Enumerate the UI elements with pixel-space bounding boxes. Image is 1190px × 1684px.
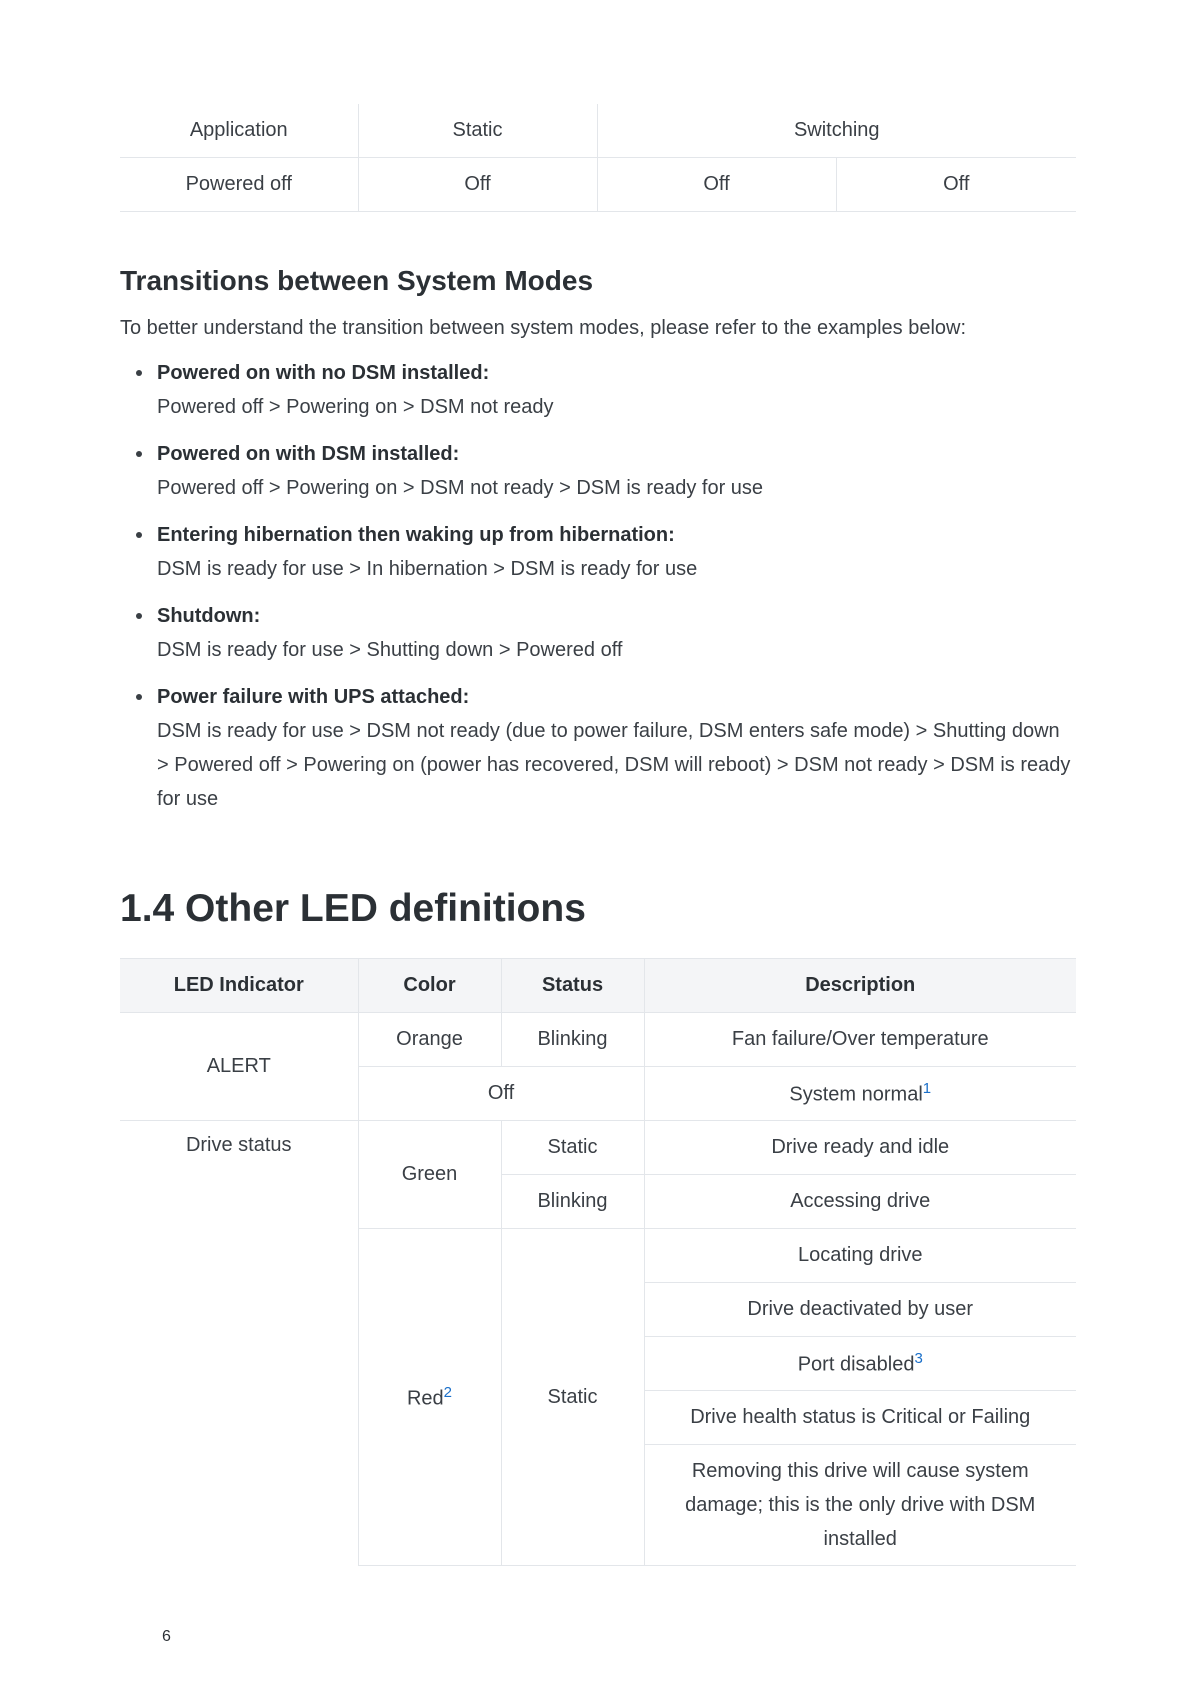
column-header: LED Indicator — [120, 959, 358, 1013]
page-number: 6 — [162, 1628, 171, 1645]
table-row — [120, 1121, 1076, 1175]
section-heading: 1.4 Other LED definitions — [120, 887, 586, 930]
list-item-flow: Powered off > Powering on > DSM not ready > DSM is ready for use — [157, 477, 764, 499]
table-header-row — [120, 959, 1076, 1013]
table-cell: Drive status — [185, 1134, 292, 1156]
table-cell: Drive deactivated by user — [644, 1283, 1076, 1337]
list-item-title: Entering hibernation then waking up from hibernation: — [157, 524, 675, 546]
table-cell: Removing this drive will cause system damage; this is the only drive with DSM installed — [644, 1445, 1076, 1566]
transitions-list — [120, 356, 1076, 816]
system-mode-table — [120, 104, 1076, 212]
list-item-flow: DSM is ready for use > Shutting down > Powered off — [157, 639, 623, 661]
table-cell: Application — [120, 104, 358, 158]
table-row — [120, 158, 1076, 212]
list-item-flow: Powered off > Powering on > DSM not ready — [157, 396, 554, 418]
table-cell: Off — [358, 1067, 644, 1121]
transitions-intro: To better understand the transition between system modes, please refer to the examples below: — [120, 317, 967, 339]
list-item-title: Shutdown: — [157, 605, 261, 627]
list-item — [120, 437, 1076, 505]
bullet-icon — [136, 370, 142, 376]
table-cell: Orange — [358, 1013, 501, 1067]
bullet-icon — [136, 694, 142, 700]
page-content — [120, 104, 1076, 1566]
list-item — [120, 680, 1076, 816]
list-item-title: Powered on with DSM installed: — [157, 443, 460, 465]
footnote-link[interactable]: 1 — [922, 1080, 932, 1098]
table-cell: Static — [358, 104, 597, 158]
table-cell: Static — [501, 1121, 644, 1175]
table-cell: Blinking — [501, 1175, 644, 1229]
list-item-flow: DSM is ready for use > DSM not ready (due to power failure, DSM enters safe mode) > Shutting down > Powered off > Powering on (power has recovered, DSM will reboot) > DSM not ready > DSM is ready for use — [157, 720, 1071, 810]
table-cell: Off — [358, 158, 597, 212]
bullet-icon — [136, 613, 142, 619]
table-cell: Powered off — [120, 158, 358, 212]
table-cell: Drive health status is Critical or Failing — [644, 1391, 1076, 1445]
list-item-title: Powered on with no DSM installed: — [157, 362, 490, 384]
description-text: Port disabled — [797, 1353, 915, 1376]
table-cell — [644, 1067, 1076, 1121]
color-text: Red — [406, 1387, 444, 1410]
column-header: Description — [644, 959, 1076, 1013]
table-cell: Locating drive — [644, 1229, 1076, 1283]
bullet-icon — [136, 532, 142, 538]
footnote-link[interactable]: 2 — [443, 1383, 453, 1401]
table-cell: Switching — [597, 104, 1076, 158]
description-text: System normal — [789, 1083, 923, 1106]
table-cell: Off — [836, 158, 1076, 212]
list-item — [120, 518, 1076, 586]
list-item-flow: DSM is ready for use > In hibernation > DSM is ready for use — [157, 558, 698, 580]
table-row — [120, 1013, 1076, 1067]
column-header: Color — [358, 959, 501, 1013]
table-cell: Fan failure/Over temperature — [644, 1013, 1076, 1067]
table-cell — [644, 1337, 1076, 1391]
table-cell: Green — [358, 1121, 501, 1229]
led-definitions-table — [120, 958, 1076, 1566]
column-header: Status — [501, 959, 644, 1013]
footnote-link[interactable]: 3 — [914, 1350, 923, 1368]
table-cell: Accessing drive — [644, 1175, 1076, 1229]
table-cell: Drive ready and idle — [644, 1121, 1076, 1175]
table-cell: Blinking — [501, 1013, 644, 1067]
list-item — [120, 356, 1076, 424]
list-item-title: Power failure with UPS attached: — [157, 686, 470, 708]
table-cell: ALERT — [120, 1013, 358, 1121]
transitions-heading: Transitions between System Modes — [120, 265, 594, 296]
bullet-icon — [136, 451, 142, 457]
table-row — [120, 104, 1076, 158]
table-cell — [358, 1229, 501, 1566]
table-cell: Static — [501, 1229, 644, 1566]
list-item — [120, 599, 1076, 667]
table-cell: Off — [597, 158, 836, 212]
